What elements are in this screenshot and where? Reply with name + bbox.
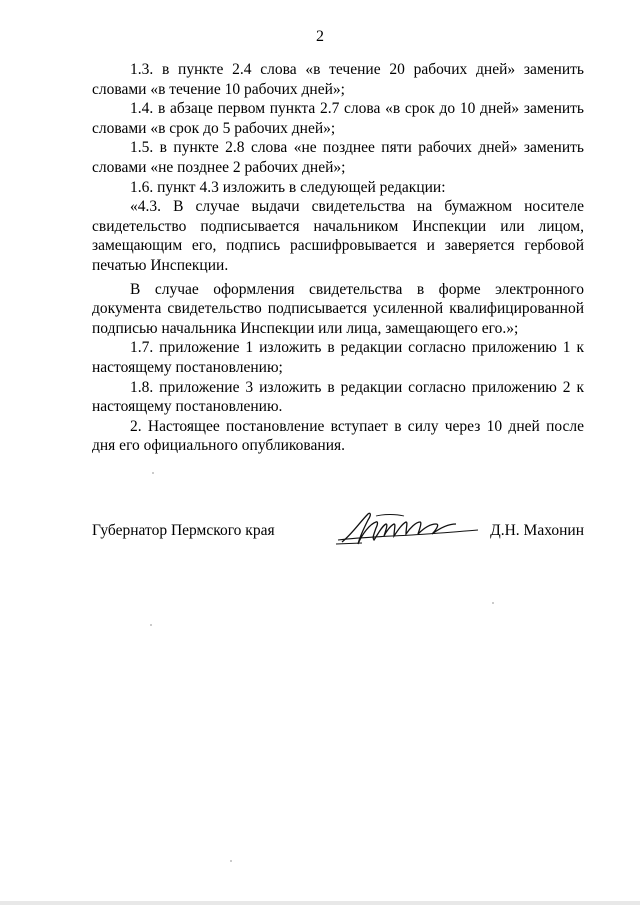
scan-speck bbox=[492, 602, 494, 604]
paragraph-electronic-document: В случае оформления свидетельства в форме электронного документа свидетельство подписывается усиленной квалифицированной подписью начальника Инспекции или лица, замещающего его.»; bbox=[92, 280, 584, 337]
paragraph-2: 2. Настоящее постановление вступает в силу через 10 дней после дня его официального опубликования. bbox=[92, 417, 584, 455]
paragraph-1-4: 1.4. в абзаце первом пункта 2.7 слова «в срок до 10 дней» заменить словами «в срок до 5 рабочих дней»; bbox=[92, 100, 584, 137]
page-number: 2 bbox=[316, 28, 324, 45]
scan-speck bbox=[150, 624, 152, 626]
scan-speck bbox=[230, 860, 232, 862]
scan-bottom-edge bbox=[0, 901, 640, 905]
paragraph-1-6: 1.6. пункт 4.3 изложить в следующей редакции: bbox=[130, 178, 446, 196]
scan-speck bbox=[152, 472, 154, 474]
paragraph-4-3-quote: «4.3. В случае выдачи свидетельства на бумажном носителе свидетельство подписывается начальником Инспекции или лицом, замещающим его, подпись расшифровывается и заверяется гербовой печатью Инспекции. bbox=[92, 198, 584, 274]
paragraph-1-5: 1.5. в пункте 2.8 слова «не позднее пяти рабочих дней» заменить словами «не позднее 2 рабочих дней»; bbox=[92, 139, 584, 176]
handwritten-signature bbox=[332, 508, 482, 550]
paragraph-1-7: 1.7. приложение 1 изложить в редакции согласно приложению 1 к настоящему постановлению; bbox=[92, 339, 584, 376]
document-body bbox=[92, 60, 584, 456]
paragraph-1-8: 1.8. приложение 3 изложить в редакции согласно приложению 2 к настоящему постановлению. bbox=[92, 378, 584, 416]
paragraph-1-3: 1.3. в пункте 2.4 слова «в течение 20 рабочих дней» заменить словами «в течение 10 рабочих дней»; bbox=[92, 61, 584, 98]
signatory-position: Губернатор Пермского края bbox=[92, 522, 275, 539]
signatory-name: Д.Н. Махонин bbox=[490, 522, 584, 539]
